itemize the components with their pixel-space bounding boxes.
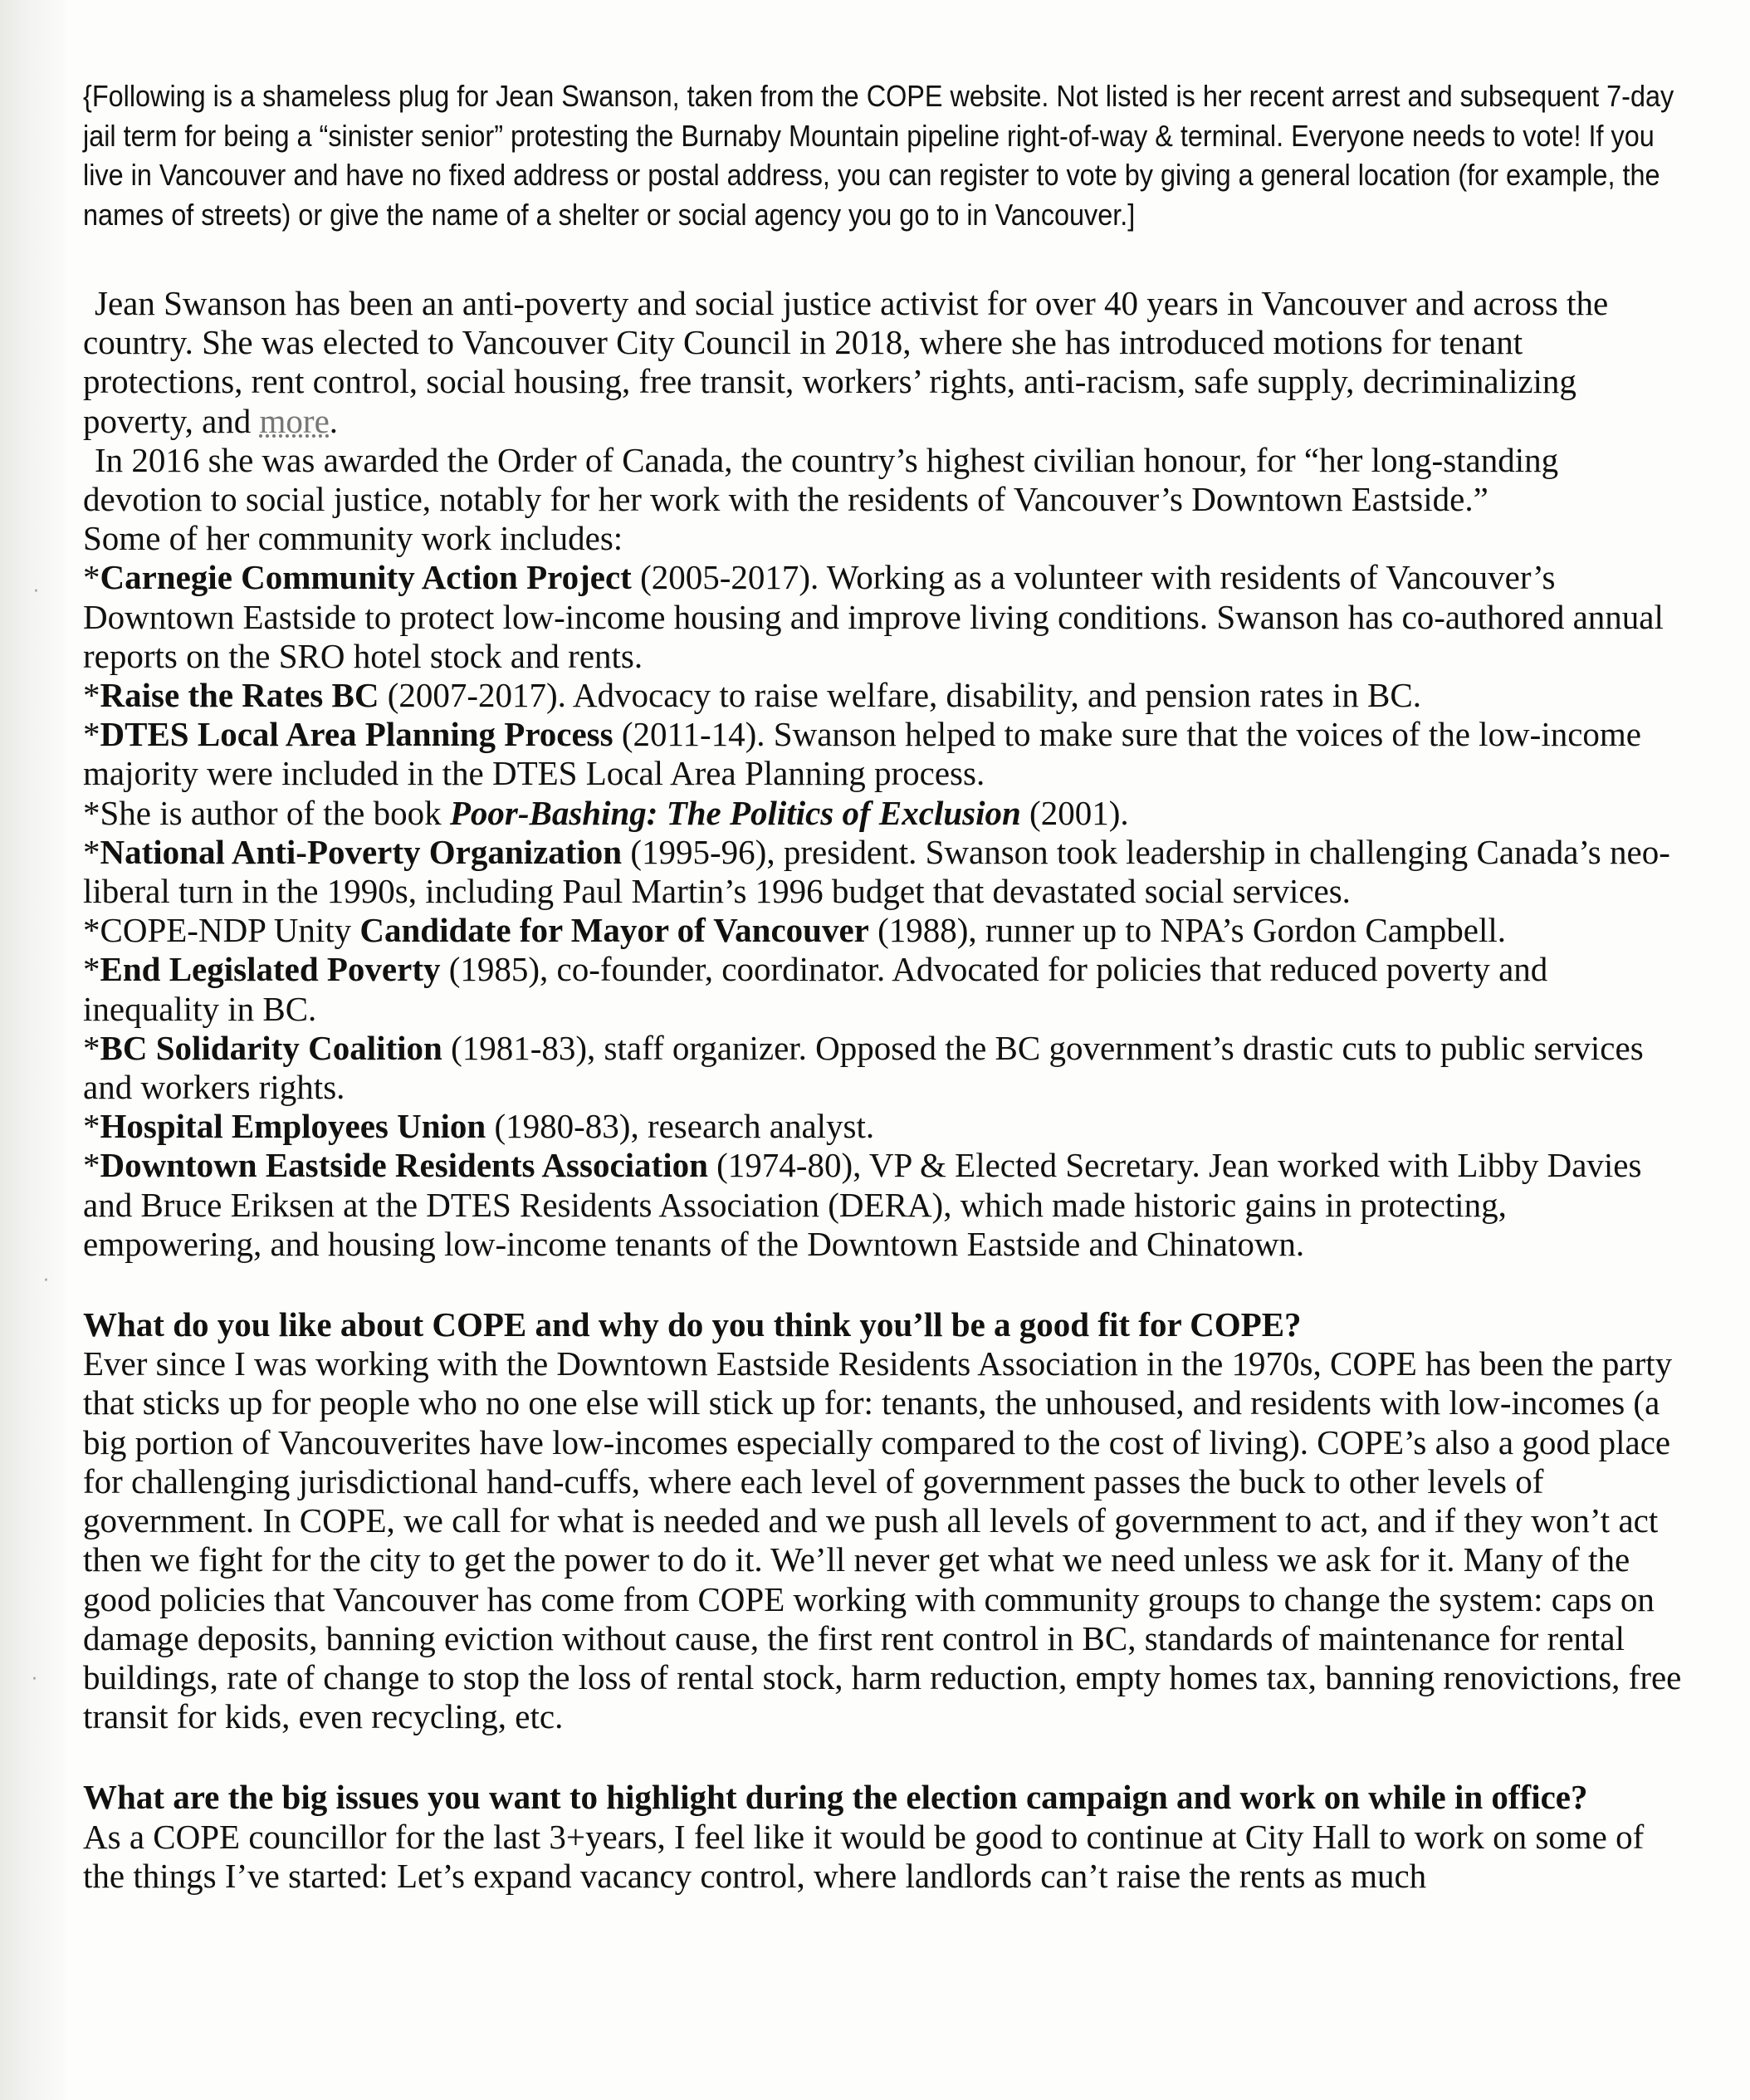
document-page: [83, 76, 1685, 1896]
work-item: *She is author of the book Poor-Bashing: The Politics of Exclusion (2001).: [83, 793, 1129, 832]
scan-speck: ·: [33, 581, 39, 602]
more-link[interactable]: more: [259, 401, 330, 440]
bio-paragraph-1: Jean Swanson has been an anti-poverty and social justice activist for over 40 years in Vancouver and across the country. She was elected to Vancouver City Council in 2018, where she has introduced motions for tenant protections, rent control, social housing, free transit, workers’ rights, anti-racism, safe supply, decriminalizing poverty, and more.: [83, 284, 1609, 440]
work-item: *COPE-NDP Unity Candidate for Mayor of Vancouver (1988), runner up to NPA’s Gordon Campbell.: [83, 911, 1507, 950]
question-heading: What are the big issues you want to highlight during the election campaign and work on while in office?: [83, 1778, 1588, 1817]
question-heading: What do you like about COPE and why do you think you’ll be a good fit for COPE?: [83, 1305, 1302, 1344]
work-item-title: Carnegie Community Action Project: [100, 558, 632, 597]
scan-edge: [0, 0, 65, 2100]
work-item-title: National Anti-Poverty Organization: [100, 832, 623, 871]
work-item-title: Candidate for Mayor of Vancouver: [359, 911, 869, 950]
bio-paragraph-2: In 2016 she was awarded the Order of Canada, the country’s highest civilian honour, for “her long-standing devotion to social justice, notably for her work with the residents of Vancouver’s Downtown Eastside.”: [83, 440, 1559, 519]
work-item-title: Downtown Eastside Residents Association: [100, 1146, 708, 1185]
book-title: Poor-Bashing: The Politics of Exclusion: [449, 793, 1021, 832]
scan-speck: ·: [43, 1270, 49, 1291]
bio-text: Jean Swanson has been an anti-poverty and social justice activist for over 40 years in Vancouver and across the country. She was elected to Vancouver City Council in 2018, where she has introduced motions for tenant protections, rent control, social housing, free transit, workers’ rights, anti-racism, safe supply, decriminalizing poverty, and: [83, 284, 1609, 440]
intro-note: {Following is a shameless plug for Jean Swanson, taken from the COPE website. Not listed is her recent arrest and subsequent 7-day jail term for being a “sinister senior” protesting the Burnaby Mountain pipeline right-of-way & terminal. Everyone needs to vote! If you live in Vancouver and have no fixed address or postal address, you can register to vote by giving a general location (for example, the names of streets) or give the name of a shelter or social agency you go to in Vancouver.]: [83, 79, 1674, 232]
work-heading: Some of her community work includes:: [83, 519, 623, 558]
work-item: *DTES Local Area Planning Process (2011-14). Swanson helped to make sure that the voices of the low-income majority were included in the DTES Local Area Planning process.: [83, 715, 1642, 793]
work-item-title: Hospital Employees Union: [100, 1107, 486, 1146]
scan-speck: ·: [32, 1669, 37, 1690]
answer-paragraph: As a COPE councillor for the last 3+years, I feel like it would be good to continue at City Hall to work on some of the things I’ve started: Let’s expand vacancy control, where landlords can’t raise the rents as much: [83, 1817, 1645, 1895]
work-item: *Carnegie Community Action Project (2005-2017). Working as a volunteer with residents of Vancouver’s Downtown Eastside to protect low-income housing and improve living conditions. Swanson has co-authored annual reports on the SRO hotel stock and rents.: [83, 558, 1664, 675]
answer-paragraph: Ever since I was working with the Downtown Eastside Residents Association in the 1970s, COPE has been the party that sticks up for people who no one else will stick up for: tenants, the unhoused, and residents with low-incomes (a big portion of Vancouverites have low-incomes especially compared to the cost of living). COPE’s also a good place for challenging jurisdictional hand-cuffs, where each level of government passes the buck to other levels of government. In COPE, we call for what is needed and we push all levels of government to act, and if they won’t act then we fight for the city to get the power to do it. We’ll never get what we need unless we ask for it. Many of the good policies that Vancouver has come from COPE working with community groups to change the system: caps on damage deposits, banning eviction without cause, the first rent control in BC, standards of maintenance for rental buildings, rate of change to stop the loss of rental stock, harm reduction, empty homes tax, banning renovictions, free transit for kids, even recycling, etc.: [83, 1344, 1682, 1736]
work-item: *Raise the Rates BC (2007-2017). Advocacy to raise welfare, disability, and pension rates in BC.: [83, 676, 1421, 715]
work-item-title: DTES Local Area Planning Process: [100, 715, 613, 754]
work-item: *End Legislated Poverty (1985), co-founder, coordinator. Advocated for policies that reduced poverty and inequality in BC.: [83, 950, 1548, 1028]
work-item-title: Raise the Rates BC: [100, 676, 379, 715]
work-item: *BC Solidarity Coalition (1981-83), staff organizer. Opposed the BC government’s drastic cuts to public services and workers rights.: [83, 1028, 1644, 1107]
work-item-title: End Legislated Poverty: [100, 950, 441, 989]
work-item: *Hospital Employees Union (1980-83), research analyst.: [83, 1107, 875, 1146]
work-item: *Downtown Eastside Residents Association (1974-80), VP & Elected Secretary. Jean worked with Libby Davies and Bruce Eriksen at the DTES Residents Association (DERA), which made historic gains in protecting, empowering, and housing low-income tenants of the Downtown Eastside and Chinatown.: [83, 1146, 1642, 1263]
work-item-title: BC Solidarity Coalition: [100, 1028, 442, 1067]
work-item: *National Anti-Poverty Organization (1995-96), president. Swanson took leadership in challenging Canada’s neo-liberal turn in the 1990s, including Paul Martin’s 1996 budget that devastated social services.: [83, 832, 1670, 911]
